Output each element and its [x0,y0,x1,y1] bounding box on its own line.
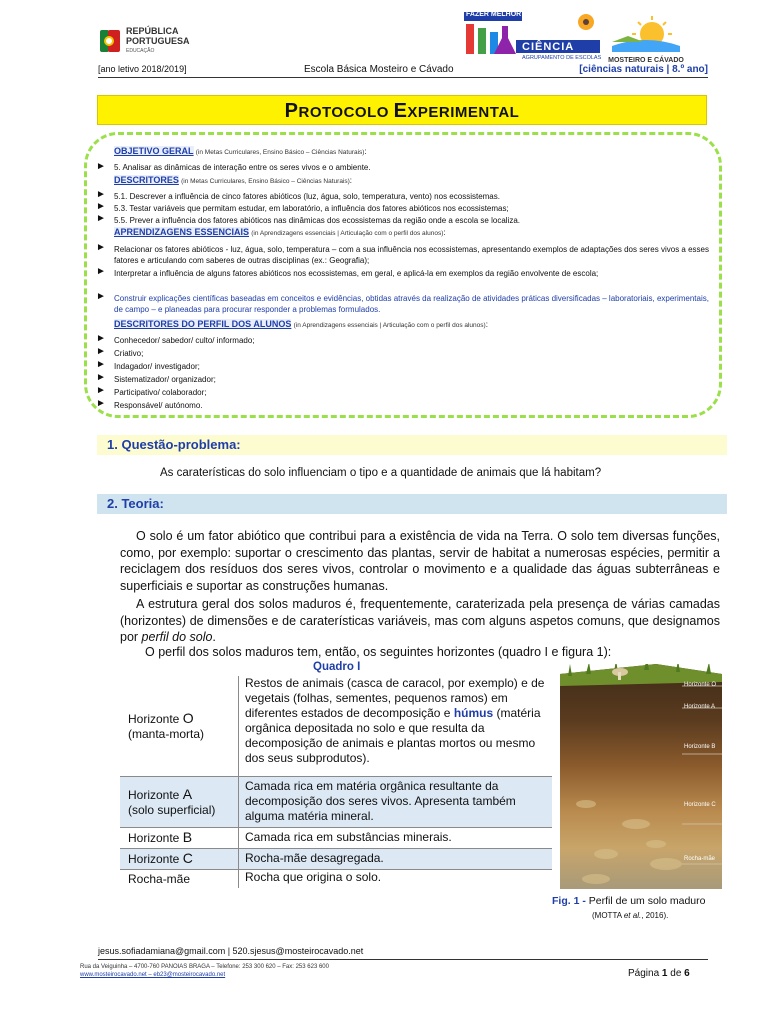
figure-caption: Fig. 1 - Perfil de um solo maduro [552,895,706,907]
bullet-icon: ► [96,398,106,409]
perfil-heading: DESCRITORES DO PERFIL DOS ALUNOS (in Aprendizagens essenciais | Articulação com o perfil dos alunos): [114,319,488,329]
perfil-item: Participativo/ colaborador; [114,388,207,397]
problem-question: As caraterísticas do solo influenciam o tipo e a quantidade de animais que lá habitam? [160,467,602,479]
soil-profile-figure [556,664,726,894]
perfil-item: Indagador/ investigador; [114,362,200,371]
paragraph-estrutura: A estrutura geral dos solos maduros é, frequentemente, caraterizada pela presença de várias camadas (horizontes) de dimensões e de caraterísticas variáveis, mas com alguns aspetos comuns, que designamos por perfil do solo. [120,597,720,644]
aprendizagem-item: Construir explicações científicas baseadas em conceitos e evidências, obtidas através da realização de atividades práticas diversificadas – laboratoriais, experimentais, de campo – e planeadas para procurar responder a problemas formulados. [114,294,709,314]
table-row: Horizonte C Rocha-mãe desagregada. [120,849,552,869]
school-name: Escola Básica Mosteiro e Cávado [304,64,454,75]
bullet-icon: ► [96,201,106,212]
section-heading: 2. Teoria: [107,496,164,511]
bullet-icon: ► [96,385,106,396]
page-title: PROTOCOLO EXPERIMENTAL [97,95,707,125]
republica-portuguesa-logo: REPÚBLICA PORTUGUESA EDUCAÇÃO [100,24,200,58]
page-number: Página 1 de 6 [628,968,690,979]
descritor-item: 5.3. Testar variáveis que permitam estudar, em laboratório, a influência dos fatores abióticos nos ecossistemas; [114,204,509,213]
figure-label: Horizonte C [684,802,716,808]
section-questao-problema [97,435,727,455]
section-heading: 1. Questão-problema: [107,437,241,452]
bullet-icon: ► [96,161,106,172]
figure-label: Horizonte A [684,704,716,710]
footer-emails: jesus.sofiadamiana@gmail.com | 520.sjesus@mosteirocavado.net [98,946,708,960]
table-row: Rocha-mãe Rocha que origina o solo. [120,870,552,888]
objetivo-item: 5. Analisar as dinâmicas de interação entre os seres vivos e o ambiente. [114,163,371,172]
ano-letivo: [ano letivo 2018/2019] [98,64,187,74]
aprendizagens-heading: APRENDIZAGENS ESSENCIAIS (in Aprendizagens essenciais | Articulação com o perfil dos alunos): [114,227,446,237]
subject-label: [ciências naturais | 8.º ano] [579,64,708,75]
table-title: Quadro I [313,661,361,673]
figure-label: Horizonte O [684,682,717,688]
figure-citation: (MOTTA et al., 2016). [592,911,669,920]
bullet-icon: ► [96,213,106,224]
aprendizagem-item: Interpretar a influência de alguns fatores abióticos nos ecossistemas, em geral, e aplicá-la em exemplos da região envolvente de escola; [114,269,599,278]
bullet-icon: ► [96,291,106,302]
header-line [98,64,708,78]
perfil-item: Sistematizador/ organizador; [114,375,216,384]
bullet-icon: ► [96,359,106,370]
perfil-item: Criativo; [114,349,144,358]
figure-label: Rocha-mãe [684,856,716,862]
bullet-icon: ► [96,372,106,383]
paragraph-perfil: O perfil dos solos maduros tem, então, os seguintes horizontes (quadro I e figura 1): [145,645,612,659]
portugal-emblem-icon [100,28,120,54]
section-teoria [97,494,727,514]
footer-links[interactable]: www.mosteirocavado.net – eb23@mosteirocavado.net [80,972,226,978]
aprendizagem-item: Relacionar os fatores abióticos - luz, água, solo, temperatura – com a sua influência nos ecossistemas, apresentando exemplos de adaptações dos seres vivos a esses fatores e articulando com saberes de outras disciplinas (ex.: Geografia); [114,245,709,265]
bullet-icon: ► [96,266,106,277]
sun-landscape-icon [608,12,684,52]
bullet-icon: ► [96,242,106,253]
perfil-item: Conhecedor/ sabedor/ culto/ informado; [114,336,255,345]
perfil-item: Responsável/ autónomo. [114,401,203,410]
descritores-heading: DESCRITORES (in Metas Curriculares, Ensino Básico – Ciências Naturais): [114,175,353,185]
descritor-item: 5.5. Prever a influência dos fatores abióticos nas dinâmicas dos ecossistemas da região onde a escola se localiza. [114,216,521,225]
fazer-melhor-ciencia-logo: FAZER MELHOR CIÊNCIA AGRUPAMENTO DE ESCOLAS [462,10,602,62]
figure-label: Horizonte B [684,744,716,750]
table-row: Horizonte O (manta-morta) Restos de animais (casca de caracol, por exemplo) e de vegetais (folhas, sementes, pequenos ramos) em diferentes estados de decomposição e húmus (matéria orgânica depositada no solo e que resulta da decomposição de animais e plantas mortos ou mesmo dos seus subprodutos). [120,676,552,776]
table-row: Horizonte A (solo superficial) Camada rica em matéria orgânica resultante da decomposição dos seres vivos. Apresenta também alguma matéria mineral. [120,777,552,827]
objetivo-heading: OBJETIVO GERAL (in Metas Curriculares, Ensino Básico – Ciências Naturais): [114,146,367,156]
paragraph-solo: O solo é um fator abiótico que contribui para a existência de vida na Terra. O solo tem diversas funções, como, por exemplo: suportar o crescimento das plantas, servir de habitat a numerosas espécies, permitir a reciclagem dos resíduos dos seres vivos, controlar o movimento e a qualidade das águas subterrâneas e superficiais e suportar as construções humanas. [120,529,720,593]
mosteiro-cavado-logo: MOSTEIRO E CÁVADO [608,12,684,64]
bullet-icon: ► [96,346,106,357]
footer-address: Rua da Veiguinha – 4700-760 PANOIAS BRAGA – Telefone: 253 300 620 – Fax: 253 623 600 [80,964,329,970]
bullet-icon: ► [96,333,106,344]
bullet-icon: ► [96,189,106,200]
descritor-item: 5.1. Descrever a influência de cinco fatores abióticos (luz, água, solo, temperatura, vento) nos ecossistemas. [114,192,500,201]
table-row: Horizonte B Camada rica em substâncias minerais. [120,828,552,848]
